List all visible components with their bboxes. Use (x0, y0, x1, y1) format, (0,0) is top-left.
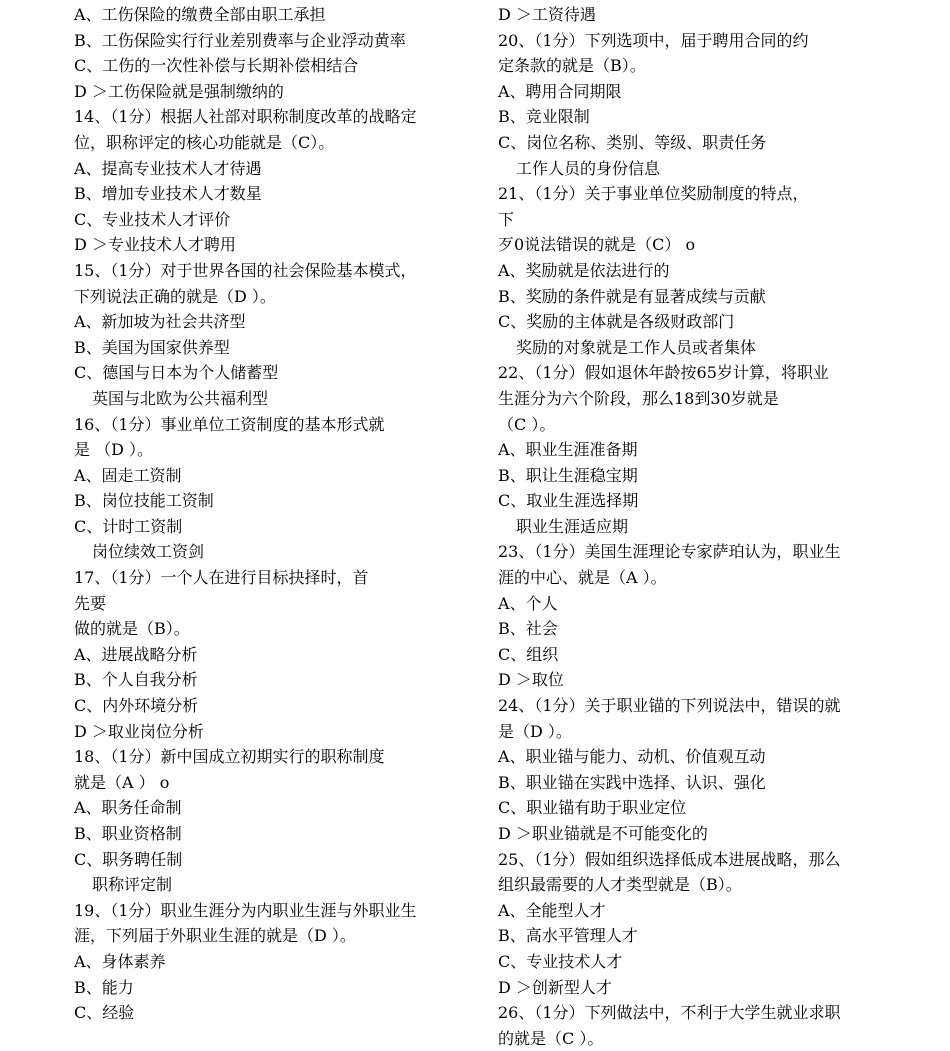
text-line: C、职业锚有助于职业定位 (498, 798, 687, 818)
text-line: 涯的中心、就是（A ）。 (498, 568, 667, 588)
text-line: 奖励的对象就是工作人员或者集体 (516, 337, 757, 357)
text-line: C、职务聘任制 (74, 849, 183, 869)
text-line: 16、（1分）事业单位工资制度的基本形式就 (74, 414, 385, 434)
text-line: A、固走工资制 (74, 465, 182, 485)
text-line: 位，职称评定的核心功能就是（C）。 (74, 132, 335, 152)
text-line: C、内外环境分析 (74, 696, 199, 716)
text-line: D ＞创新型人才 (498, 977, 612, 997)
text-line: A、身体素养 (74, 951, 166, 971)
text-line: 职称评定制 (92, 875, 173, 895)
text-line: A、职业生涯准备期 (498, 440, 638, 460)
text-line: 岗位续效工资剑 (92, 542, 205, 562)
text-line: A、奖励就是依法进行的 (498, 260, 670, 280)
text-line: D ＞取位 (498, 670, 564, 690)
text-line: B、美国为国家供养型 (74, 337, 230, 357)
text-line: A、职业锚与能力、动机、价值观互动 (498, 747, 766, 767)
text-line: A、全能型人才 (498, 900, 606, 920)
text-line: 生涯分为六个阶段，那么18到30岁就是 (498, 388, 779, 408)
text-line: 的就是（C ）。 (498, 1028, 604, 1048)
text-line: 下列说法正确的就是（D ）。 (74, 286, 276, 306)
text-line: 18、（1分）新中国成立初期实行的职称制度 (74, 747, 385, 767)
text-line: 是（D ）。 (498, 721, 572, 741)
text-line: B、职业锚在实践中选择、认识、强化 (498, 772, 766, 792)
text-line: B、增加专业技术人才数星 (74, 184, 262, 204)
text-line: 工作人员的身份信息 (516, 158, 661, 178)
text-line: C、专业技术人才评价 (74, 209, 231, 229)
text-line: 14、（1分）根据人社部对职称制度改革的战略定 (74, 107, 417, 127)
text-line: A、提高专业技术人才待遇 (74, 158, 262, 178)
text-line: 英国与北欧为公共福利型 (92, 388, 269, 408)
text-line: C、奖励的主体就是各级财政部门 (498, 312, 735, 332)
text-line: D ＞职业锚就是不可能变化的 (498, 824, 708, 843)
text-line: D ＞工伤保险就是强制缴纳的 (74, 81, 284, 101)
text-line: C、经验 (74, 1003, 135, 1023)
text-line: 26、（1分）下列做法中，不利于大学生就业求职 (498, 1003, 841, 1023)
text-line: 20、（1分）下列选项中，届于聘用合同的约 (498, 30, 809, 50)
text-line: C、取业生涯选择期 (498, 491, 639, 511)
text-line: B、个人自我分析 (74, 670, 198, 690)
right-column (498, 2, 938, 1051)
text-line: 就是（A ） o (74, 772, 170, 792)
text-line: B、竞业限制 (498, 107, 590, 127)
text-line: B、社会 (498, 619, 558, 639)
text-line: 职业生涯适应期 (516, 516, 629, 536)
text-line: A、聘用合同期限 (498, 81, 622, 101)
text-line: 定条款的就是（B）。 (498, 56, 646, 76)
text-line: D ＞工资待遇 (498, 5, 596, 24)
text-line: 24、（1分）关于职业锚的下列说法中，错误的就 (498, 696, 841, 716)
text-line: 15、（1分）对于世界各国的社会保险基本模式， (74, 260, 417, 280)
text-line: 23、（1分）美国生涯理论专家萨珀认为，职业生 (498, 542, 841, 562)
text-line: C、专业技术人才 (498, 951, 623, 971)
text-line: B、职业资格制 (74, 824, 182, 843)
left-column (74, 2, 484, 1026)
text-line: 25、（1分）假如组织选择低成本进展战略，那么 (498, 849, 841, 869)
text-line: 下 (498, 209, 515, 229)
text-line: 做的就是（B）。 (74, 619, 190, 639)
text-line: 歹0说法错误的就是（C） o (498, 235, 696, 255)
text-line: B、奖励的条件就是有显著成续与贡献 (498, 286, 766, 306)
text-line: 22、（1分）假如退休年龄按65岁计算，将职业 (498, 363, 829, 383)
text-line: B、职让生涯稳宝期 (498, 465, 638, 485)
text-line: A、进展战略分析 (74, 644, 198, 664)
text-line: A、新加坡为社会共济型 (74, 312, 246, 332)
text-line: D ＞取业岗位分析 (74, 721, 204, 741)
text-line: B、岗位技能工资制 (74, 491, 214, 511)
text-line: C、岗位名称、类别、等级、职责任务 (498, 132, 767, 152)
text-line: A、工伤保险的缴费全部由职工承担 (74, 5, 326, 24)
text-line: 是 （D ）。 (74, 440, 154, 460)
text-line: C、德国与日本为个人储蓄型 (74, 363, 279, 383)
text-line: 19、（1分）职业生涯分为内职业生涯与外职业生 (74, 900, 417, 920)
text-line: 先要 (74, 593, 107, 613)
text-line: 21、（1分）关于事业单位奖励制度的特点， (498, 184, 809, 204)
text-line: C、组织 (498, 644, 559, 664)
text-line: 涯，下列届于外职业生涯的就是（D ）。 (74, 926, 356, 946)
text-line: 组织最需要的人才类型就是（B）。 (498, 875, 742, 895)
text-line: B、能力 (74, 977, 134, 997)
text-line: 17、（1分）一个人在进行目标抉择时，首 (74, 568, 369, 588)
text-line: （C ）。 (498, 414, 556, 434)
text-line: B、高水平管理人才 (498, 926, 638, 946)
text-line: A、个人 (498, 593, 558, 613)
text-line: D ＞专业技术人才聘用 (74, 235, 236, 255)
text-line: B、工伤保险实行行业差别费率与企业浮动黄率 (74, 30, 406, 50)
text-line: C、工伤的一次性补偿与长期补偿相结合 (74, 56, 359, 76)
text-line: A、职务任命制 (74, 798, 182, 818)
text-line: C、计时工资制 (74, 516, 183, 536)
